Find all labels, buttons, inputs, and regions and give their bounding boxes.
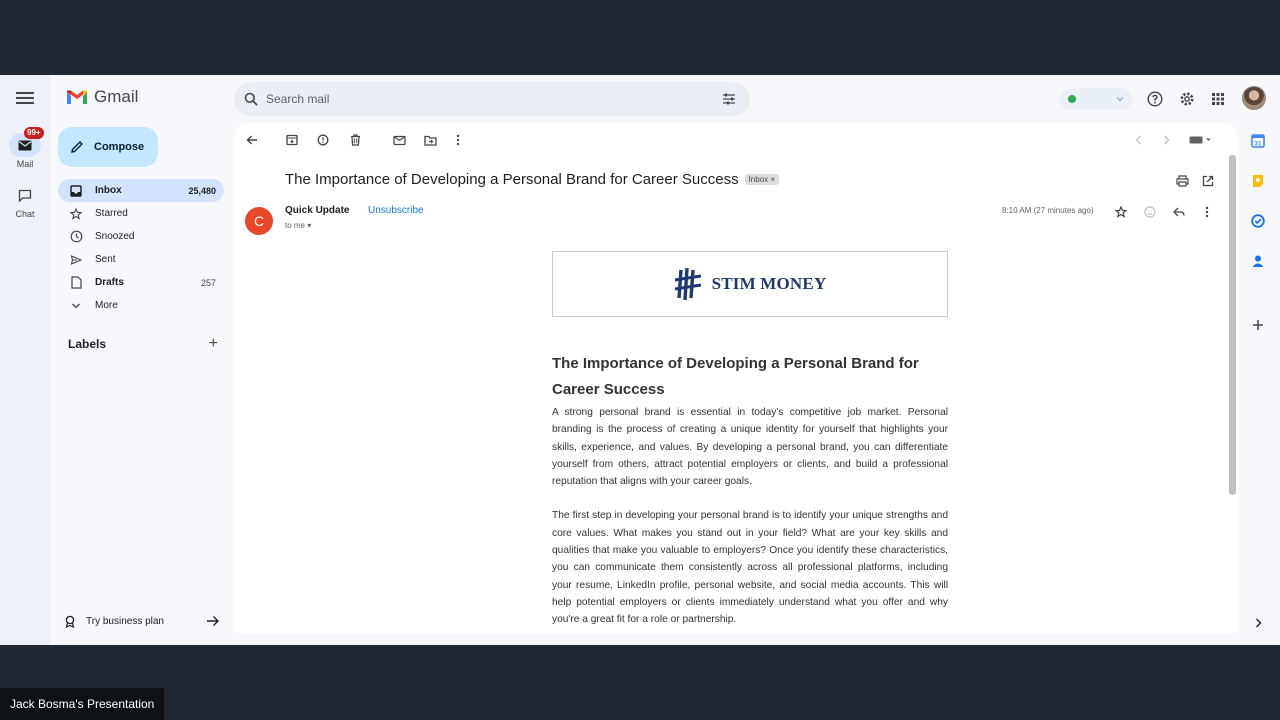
inbox-icon	[68, 183, 84, 199]
stim-money-logo-icon	[674, 267, 702, 301]
side-panel	[1238, 123, 1280, 645]
badge-icon	[64, 615, 76, 628]
svg-text:31: 31	[1254, 140, 1262, 148]
emoji-reaction-icon[interactable]	[1139, 201, 1161, 223]
add-addon-plus-icon[interactable]	[1250, 317, 1266, 333]
newer-chevron-left-icon[interactable]	[1127, 129, 1149, 151]
nav-item-label: Drafts	[95, 277, 124, 288]
star-icon	[68, 206, 84, 222]
reply-arrow-icon[interactable]	[1168, 201, 1190, 223]
chevron-down-icon	[68, 298, 84, 314]
gmail-window	[0, 75, 1280, 645]
recipient-details-toggle[interactable]: to me ▾	[285, 221, 312, 230]
nav-item-label: Inbox	[95, 185, 122, 196]
nav-item-label: Snoozed	[95, 231, 135, 242]
move-to-folder-icon[interactable]	[419, 129, 441, 151]
status-indicator[interactable]	[1060, 88, 1132, 110]
message-more-options-icon[interactable]	[1196, 201, 1218, 223]
more-options-vertical-icon[interactable]	[447, 129, 469, 151]
status-dot	[1068, 95, 1076, 103]
brand-name: STIM MONEY	[711, 274, 827, 293]
archive-icon[interactable]	[281, 129, 303, 151]
nav-item-drafts[interactable]	[58, 271, 224, 294]
article-heading: The Importance of Developing a Personal Brand for Career Success	[552, 355, 919, 398]
open-new-window-icon[interactable]	[1197, 170, 1219, 192]
rail-mail[interactable]	[0, 128, 50, 169]
mark-unread-icon[interactable]	[388, 129, 410, 151]
sender-avatar[interactable]: C	[245, 207, 273, 235]
main-menu-button[interactable]	[13, 89, 37, 107]
search-input[interactable]	[266, 92, 722, 106]
nav-item-sent[interactable]	[58, 248, 224, 271]
arrow-right-icon	[206, 615, 220, 627]
delete-trash-icon[interactable]	[344, 129, 366, 151]
apps-grid-icon[interactable]	[1207, 88, 1229, 110]
article-paragraph: A strong personal brand is essential in today's competitive job market. Personal branding is the process of creating a unique identity for yourself that highlights your skills, experience, and values. By developing a personal brand, you can differentiate yourself from others, attract potential employers or clients, and build a professional reputation that aligns with your career goals.	[552, 407, 948, 488]
rail-mail-label: Mail	[16, 159, 34, 169]
settings-gear-icon[interactable]	[1176, 88, 1198, 110]
mail-icon	[18, 140, 32, 151]
tasks-icon[interactable]	[1250, 213, 1266, 229]
star-icon[interactable]	[1110, 201, 1132, 223]
gmail-m-icon	[66, 89, 88, 105]
gmail-logo[interactable]	[66, 87, 138, 107]
nav-item-label: More	[95, 300, 118, 311]
gmail-wordmark: Gmail	[94, 87, 139, 106]
nav-item-inbox[interactable]	[58, 179, 224, 202]
labels-title: Labels	[68, 337, 107, 351]
compose-button[interactable]	[58, 127, 158, 167]
email-timestamp: 8:10 AM (27 minutes ago)	[1002, 206, 1094, 215]
chevron-down-icon	[1116, 96, 1124, 102]
contacts-icon[interactable]	[1250, 253, 1266, 269]
inbox-label-chip[interactable]: Inbox ×	[745, 174, 779, 185]
expand-panel-chevron-right-icon[interactable]	[1250, 615, 1266, 631]
chat-icon	[18, 189, 32, 202]
rail-chat-label: Chat	[15, 209, 35, 219]
presentation-caption: Jack Bosma's Presentation	[0, 688, 164, 720]
try-business-plan-button[interactable]	[64, 609, 220, 633]
email-subject	[285, 171, 779, 188]
app-rail	[0, 75, 50, 645]
help-icon[interactable]	[1144, 88, 1166, 110]
nav-item-count: 25,480	[188, 185, 216, 196]
older-chevron-right-icon[interactable]	[1155, 129, 1177, 151]
mail-unread-badge: 99+	[24, 127, 44, 139]
sender-name[interactable]: Quick Update	[285, 205, 350, 216]
nav-item-more[interactable]	[58, 294, 224, 317]
pencil-icon	[70, 140, 84, 154]
message-scrollbar[interactable]	[1229, 155, 1236, 495]
print-icon[interactable]	[1171, 170, 1193, 192]
search-icon[interactable]	[244, 92, 258, 106]
labels-section-header	[68, 335, 218, 353]
send-icon	[68, 252, 84, 268]
report-spam-icon[interactable]	[312, 129, 334, 151]
nav-item-count: 257	[200, 277, 216, 288]
folder-list	[58, 179, 224, 317]
clock-icon	[68, 229, 84, 245]
search-bar	[234, 82, 750, 116]
compose-label: Compose	[94, 141, 145, 153]
account-avatar[interactable]	[1242, 86, 1266, 110]
left-navigation	[50, 75, 232, 645]
nav-item-snoozed[interactable]	[58, 225, 224, 248]
search-options-icon[interactable]	[722, 93, 736, 105]
unsubscribe-link[interactable]: Unsubscribe	[368, 205, 424, 216]
nav-item-label: Starred	[95, 208, 128, 219]
add-label-plus-icon[interactable]: +	[208, 335, 218, 352]
nav-item-label: Sent	[95, 254, 116, 265]
nav-item-starred[interactable]	[58, 202, 224, 225]
calendar-icon[interactable]	[1250, 133, 1266, 149]
input-tools-keyboard-icon[interactable]	[1186, 129, 1216, 151]
email-subject-text: The Importance of Developing a Personal Brand for Career Success	[285, 171, 739, 188]
rail-chat[interactable]	[0, 183, 50, 219]
keep-notes-icon[interactable]	[1250, 173, 1266, 189]
back-arrow-icon[interactable]	[241, 129, 263, 151]
message-view	[234, 123, 1238, 633]
email-body	[552, 351, 948, 633]
newsletter-banner	[552, 251, 948, 317]
article-paragraph: The first step in developing your personal brand is to identify your unique strengths and core values. What makes you stand out in your field? What are your key skills and qualities that make you valuable to employers? Once you identify these characteristics, you can communicate them consistently across all professional platforms, including your resume, LinkedIn profile, personal website, and social media accounts. This will help potential employers or clients immediately understand what you offer and why you're a great fit for a role or partnership.	[552, 510, 948, 626]
draft-icon	[68, 275, 84, 291]
try-business-plan-label: Try business plan	[86, 615, 164, 627]
